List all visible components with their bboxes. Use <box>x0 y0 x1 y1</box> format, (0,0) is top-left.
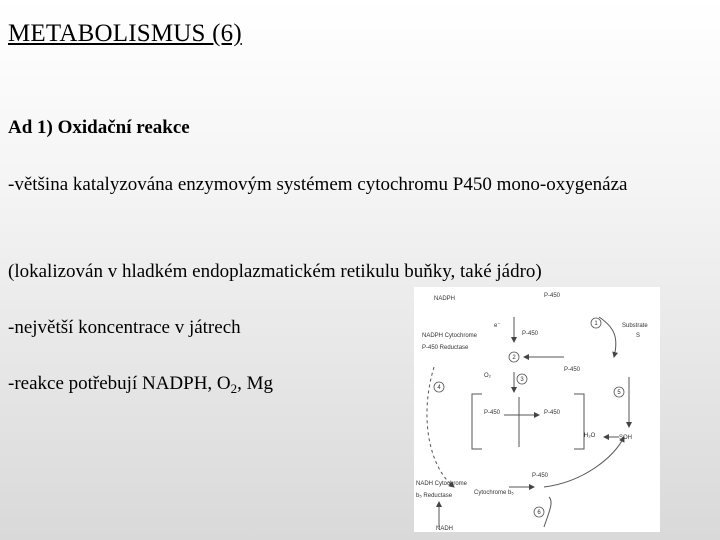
bracket-left <box>472 394 482 449</box>
label-nadph: NADPH <box>434 296 456 302</box>
p450-cycle-diagram <box>414 287 660 532</box>
label-p450-bottom: P-450 <box>532 473 549 479</box>
label-p450-o2: P-450 <box>484 410 501 416</box>
bracket-right <box>574 394 584 449</box>
paragraph-p450: -většina katalyzována enzymovým systémem cytochromu P450 mono-oxygenáza <box>8 174 628 195</box>
label-nadh: NADH <box>436 526 454 532</box>
label-b5-reductase: b₅ Reductase <box>416 493 453 499</box>
label-cytochrome-b5: Cytochrome b₅ <box>474 490 514 496</box>
label-soh: SOH <box>619 435 633 441</box>
label-nadph-cytochrome: NADPH Cytochrome <box>422 333 478 339</box>
label-s: S <box>636 333 641 339</box>
paragraph-requirements <box>8 372 273 396</box>
label-substrate: Substrate <box>622 323 648 329</box>
step-6-label: 6 <box>537 510 541 516</box>
step-5-label: 5 <box>617 390 621 396</box>
requirements-suffix: , Mg <box>237 373 274 394</box>
label-p450-reductase: P-450 Reductase <box>422 345 469 351</box>
label-p450-s: P-450 <box>564 367 581 373</box>
step-4-label: 4 <box>437 385 441 391</box>
paragraph-localization: (lokalizován v hladkém endoplazmatickém retikulu buňky, také jádro) <box>8 261 542 282</box>
requirements-prefix: -reakce potřebují NADPH, O <box>8 373 231 394</box>
step-3-label: 3 <box>520 377 524 383</box>
label-p450-top: P-450 <box>544 293 561 299</box>
arrow-substrate <box>599 317 616 357</box>
paragraph-liver: -největší koncentrace v játrech <box>8 317 241 338</box>
label-h2o: H₂O <box>584 433 596 439</box>
requirements-subscript: 2 <box>230 381 238 396</box>
label-p450-fe: P-450 <box>522 331 539 337</box>
label-o2: O₂ <box>484 373 491 379</box>
p450-cycle-svg <box>414 287 660 532</box>
arrow-step6 <box>544 497 551 527</box>
label-p450-right: P-450 <box>544 410 561 416</box>
label-nadh-cytochrome: NADH Cytochrome <box>416 481 468 487</box>
step-2-label: 2 <box>512 355 516 361</box>
slide-subtitle: Ad 1) Oxidační reakce <box>8 117 190 138</box>
label-electron: e⁻ <box>494 323 501 329</box>
step-1-label: 1 <box>594 321 598 327</box>
slide-title: METABOLISMUS (6) <box>8 20 242 47</box>
